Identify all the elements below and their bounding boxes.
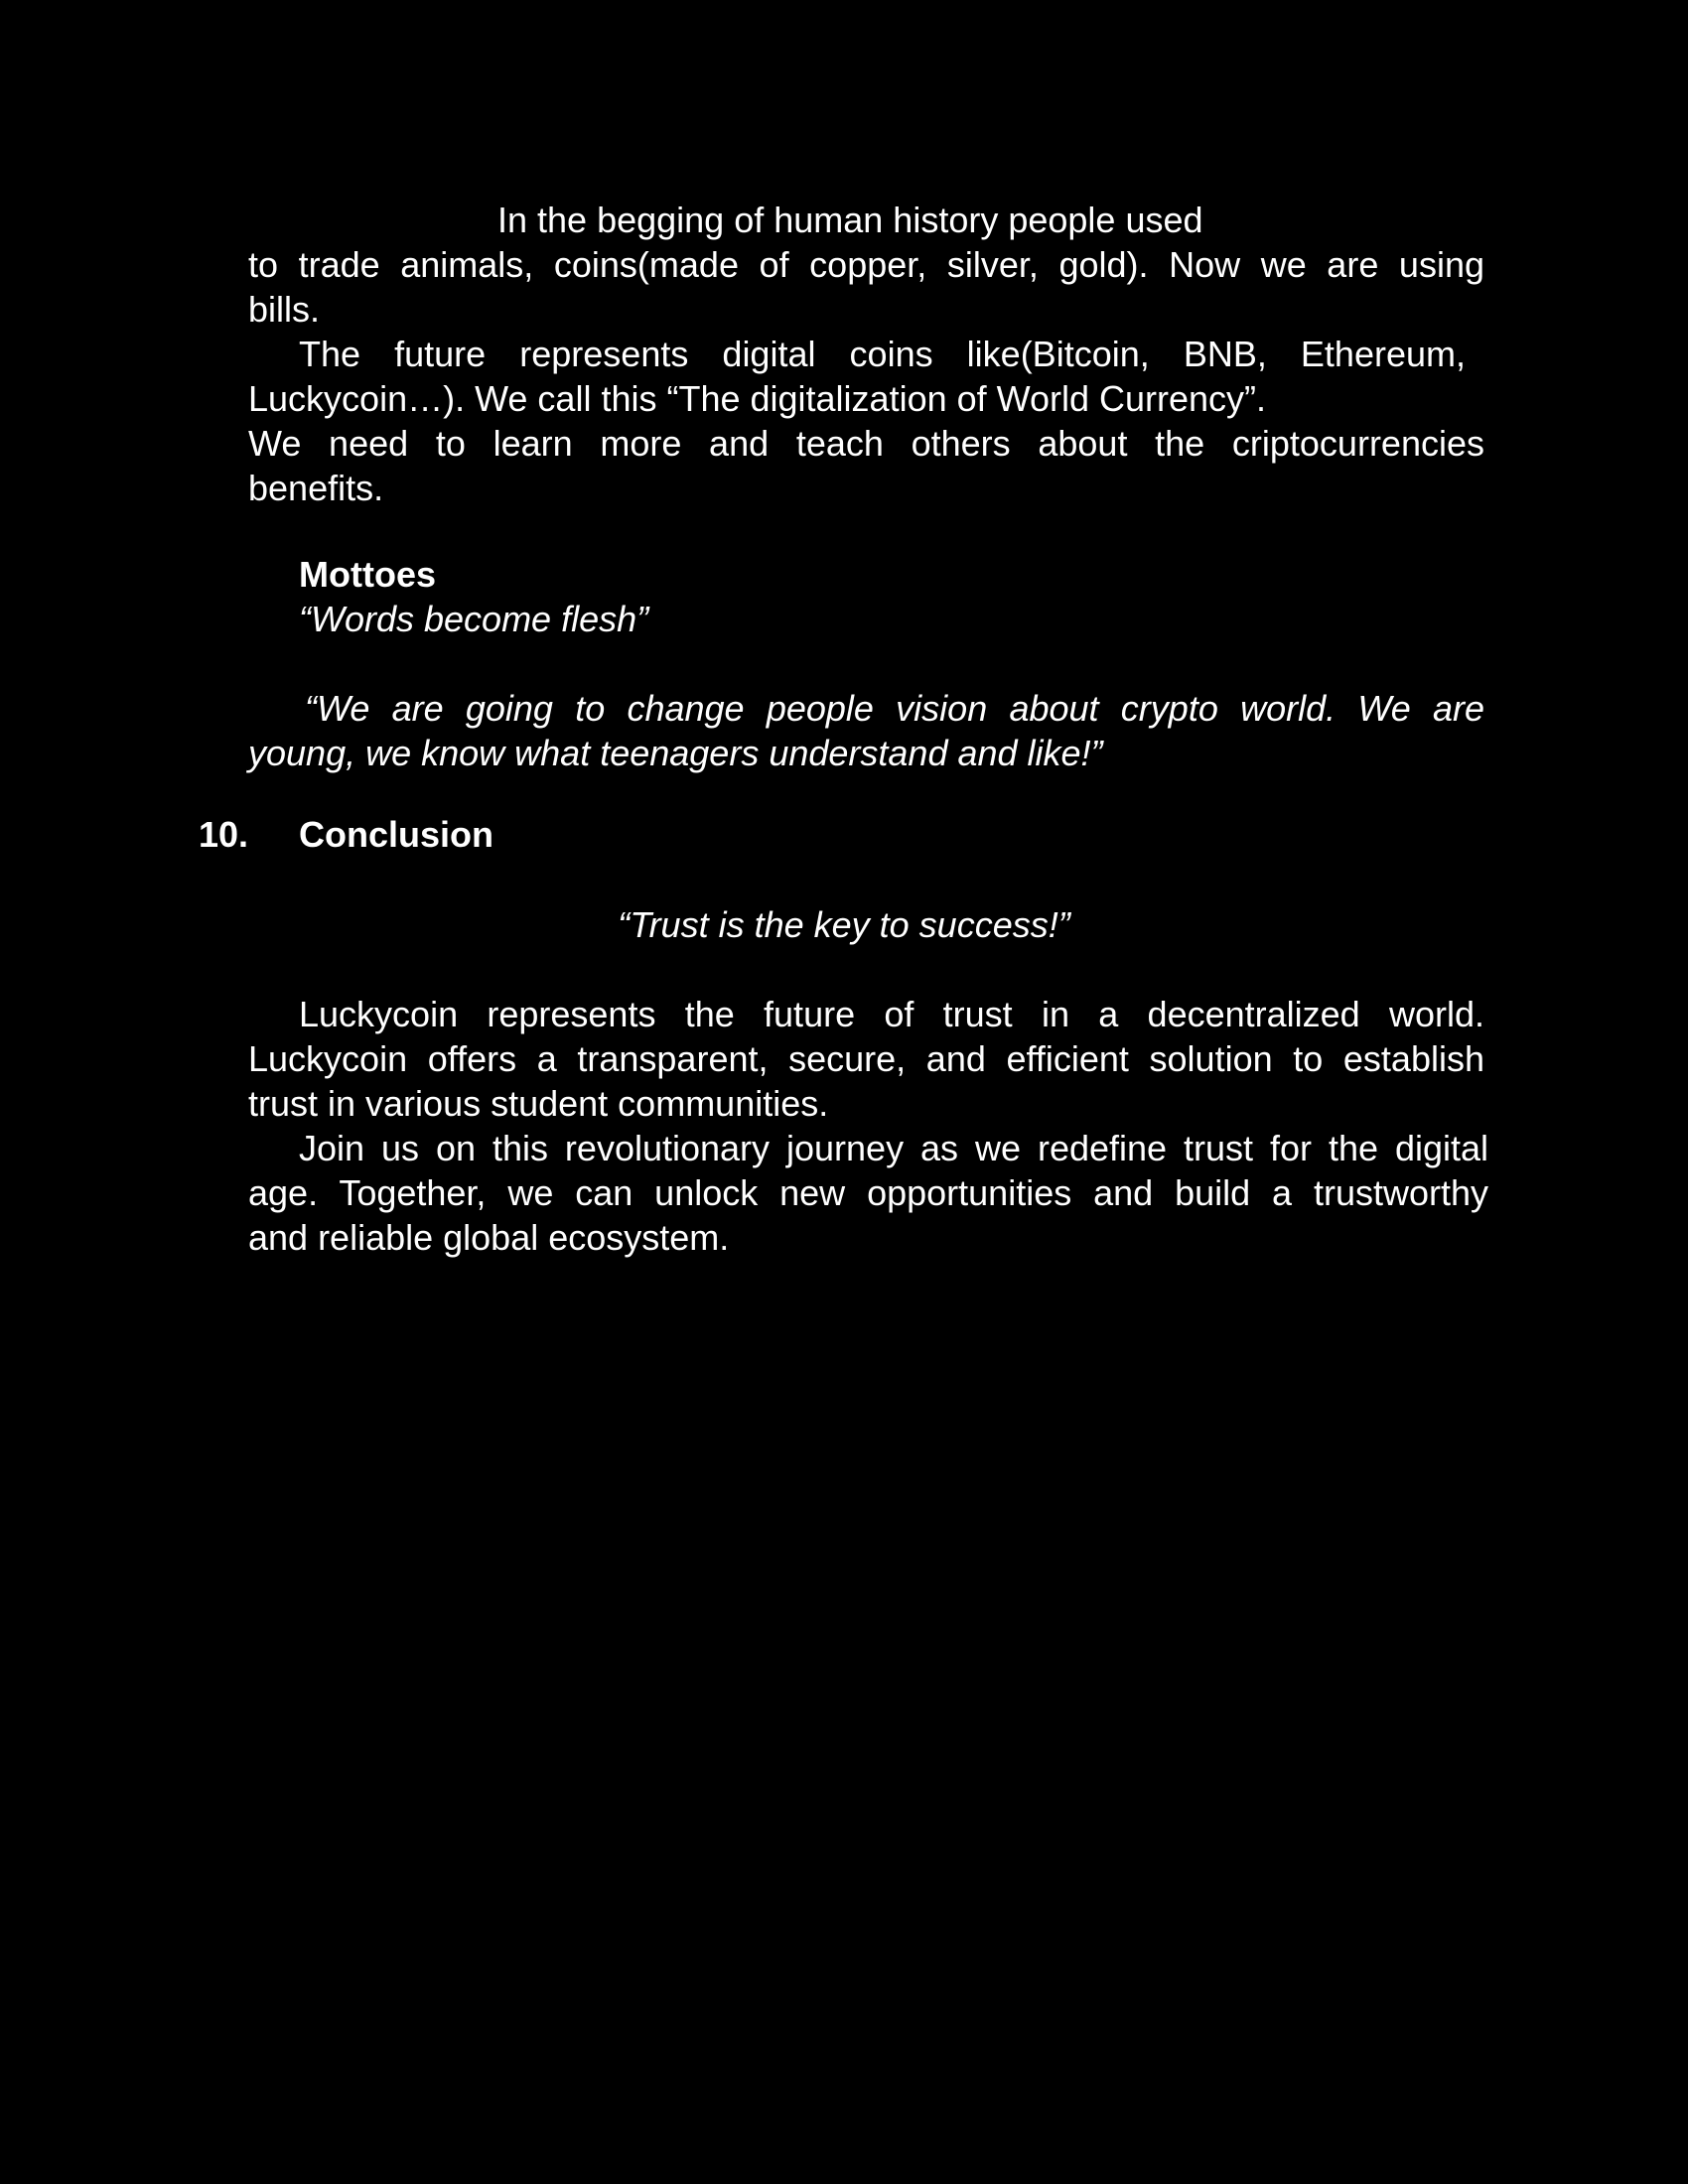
motto-1: “Words become flesh” [299, 599, 649, 639]
conclusion-p1-line-2: Luckycoin offers a transparent, secure, and efficient solution to establish [248, 1038, 1484, 1079]
motto-2-line-2: young, we know what teenagers understand and like!” [248, 733, 1103, 773]
section-number: 10. [199, 814, 249, 855]
intro-line-6: We need to learn more and teach others about the criptocurrencies [248, 423, 1484, 464]
intro-line-4: The future represents digital coins like(Bitcoin, BNB, Ethereum, [299, 334, 1466, 374]
motto-2-line-1: “We are going to change people vision about crypto world. We are [305, 688, 1484, 729]
conclusion-p1-line-3: trust in various student communities. [248, 1083, 829, 1124]
conclusion-p2-line-3: and reliable global ecosystem. [248, 1217, 730, 1258]
conclusion-p2-line-2: age. Together, we can unlock new opportunities and build a trustworthy [248, 1172, 1488, 1213]
conclusion-quote: “Trust is the key to success!” [618, 904, 1070, 945]
intro-line-7: benefits. [248, 468, 384, 508]
intro-line-1: In the begging of human history people used [497, 200, 1203, 240]
intro-line-5: Luckycoin…). We call this “The digitalization of World Currency”. [248, 378, 1267, 419]
intro-line-2: to trade animals, coins(made of copper, silver, gold). Now we are using [248, 244, 1484, 285]
conclusion-p2-line-1: Join us on this revolutionary journey as we redefine trust for the digital [299, 1128, 1488, 1168]
mottoes-heading: Mottoes [299, 554, 436, 595]
conclusion-p1-line-1: Luckycoin represents the future of trust in a decentralized world. [299, 994, 1484, 1034]
section-heading: Conclusion [299, 814, 493, 855]
intro-line-3: bills. [248, 289, 321, 330]
